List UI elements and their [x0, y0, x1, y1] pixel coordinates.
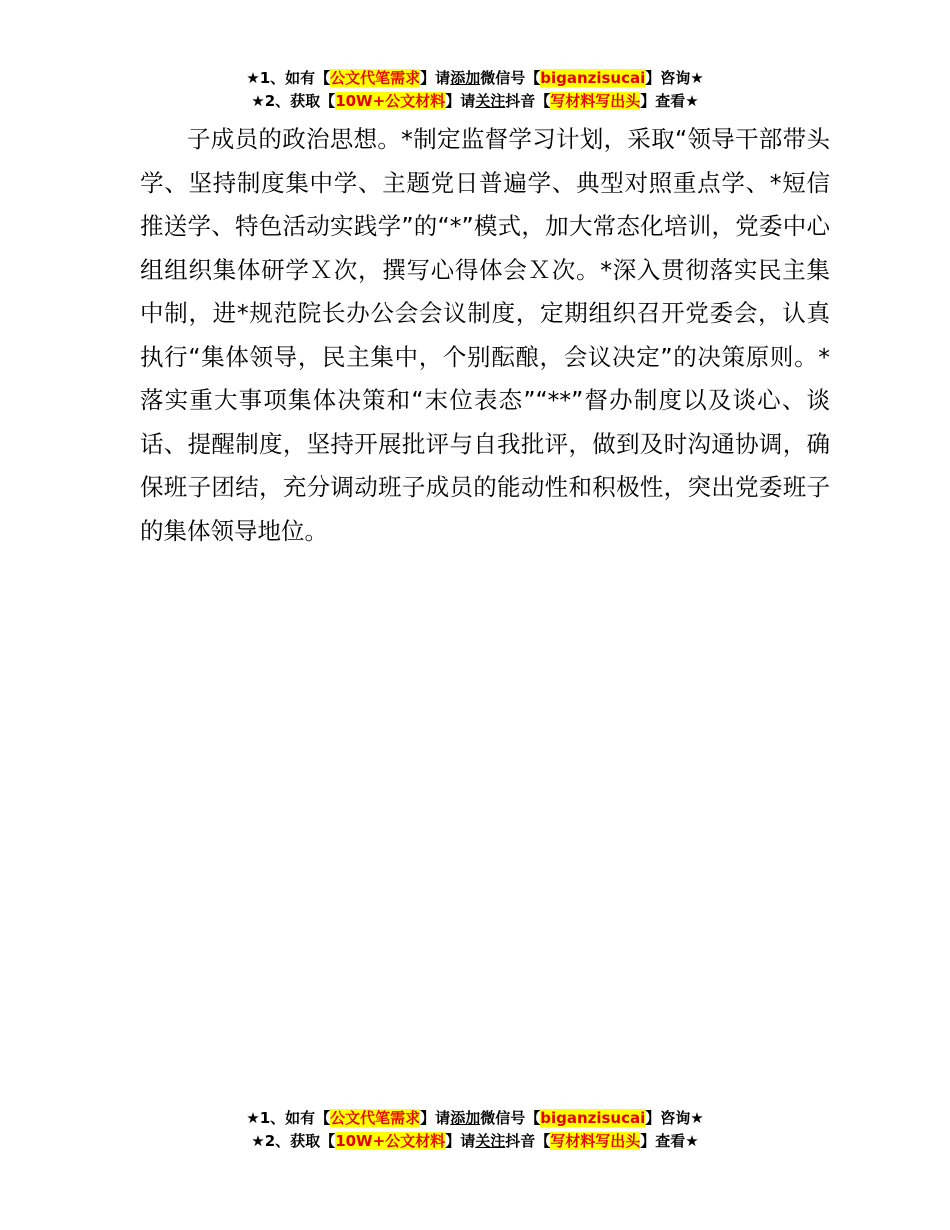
- document-body: [140, 118, 830, 553]
- underline-follow: 关注: [475, 92, 506, 110]
- underline-add: 添加: [450, 69, 481, 87]
- header-banner: [0, 67, 950, 113]
- banner-line-1: ★1、如有【公文代笔需求】请添加微信号【biganzisucai】咨询★: [246, 69, 704, 87]
- highlight-wechat-id: biganzisucai: [540, 69, 646, 87]
- highlight-service: 公文代笔需求: [330, 1109, 421, 1127]
- banner-line-2: ★2、获取【10W+公文材料】请关注抖音【写材料写出头】查看★: [251, 92, 699, 110]
- footer-banner: [0, 1107, 950, 1153]
- underline-follow: 关注: [475, 1132, 506, 1150]
- highlight-service: 公文代笔需求: [330, 69, 421, 87]
- highlight-materials: 10W+公文材料: [335, 1132, 446, 1150]
- banner-line-1: ★1、如有【公文代笔需求】请添加微信号【biganzisucai】咨询★: [246, 1109, 704, 1127]
- body-paragraph: 子成员的政治思想。*制定监督学习计划，采取“领导干部带头学、坚持制度集中学、主题党日普遍学、典型对照重点学、*短信推送学、特色活动实践学”的“*”模式，加大常态化培训，党委中心组组织集体研学Ｘ次，撰写心得体会Ｘ次。*深入贯彻落实民主集中制，进*规范院长办公会会议制度，定期组织召开党委会，认真执行“集体领导，民主集中，个别酝酿，会议决定”的决策原则。*落实重大事项集体决策和“末位表态”“**”督办制度以及谈心、谈话、提醒制度，坚持开展批评与自我批评，做到及时沟通协调，确保班子团结，充分调动班子成员的能动性和积极性，突出党委班子的集体领导地位。: [140, 125, 830, 545]
- underline-add: 添加: [450, 1109, 481, 1127]
- highlight-douyin: 写材料写出头: [550, 92, 641, 110]
- highlight-wechat-id: biganzisucai: [540, 1109, 646, 1127]
- highlight-materials: 10W+公文材料: [335, 92, 446, 110]
- banner-line-2: ★2、获取【10W+公文材料】请关注抖音【写材料写出头】查看★: [251, 1132, 699, 1150]
- highlight-douyin: 写材料写出头: [550, 1132, 641, 1150]
